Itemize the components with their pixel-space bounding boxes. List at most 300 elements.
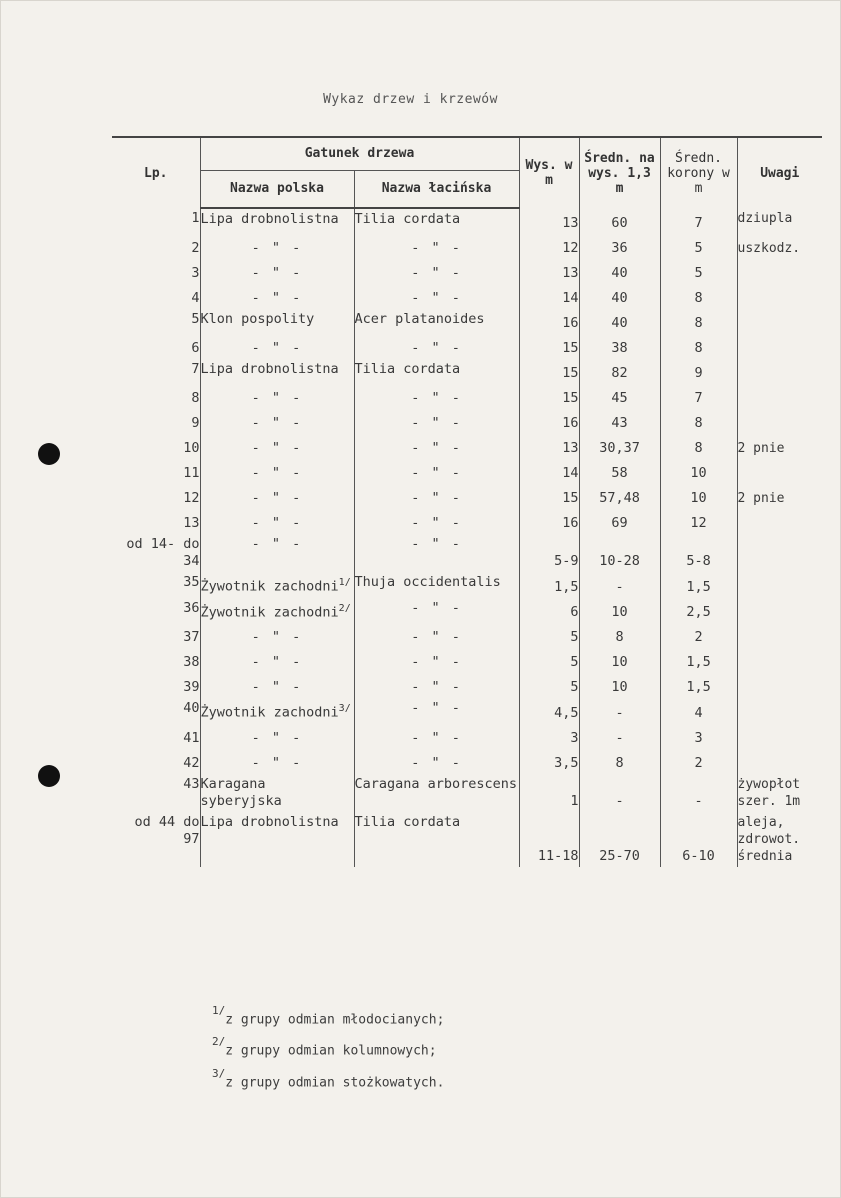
row-sredn-korony	[660, 359, 737, 384]
row-sredn-pnia-text: 43	[611, 415, 628, 431]
table-body	[112, 208, 822, 867]
row-wys	[519, 334, 579, 359]
row-wys-text: 5	[570, 679, 579, 695]
row-sredn-korony-text: 7	[694, 215, 703, 231]
row-sredn-pnia-text: -	[615, 578, 624, 595]
row-lp	[112, 812, 200, 867]
row-lp-text: 40	[183, 700, 200, 716]
row-uwagi-text: dziupla	[737, 211, 793, 226]
row-lp-text: 36	[183, 599, 200, 616]
row-nazwa-lacinska	[354, 698, 519, 724]
row-nazwa-polska-text: - " -	[251, 240, 303, 256]
row-lp-text: 39	[183, 679, 200, 695]
punch-hole	[38, 765, 60, 787]
row-sredn-pnia-text: 10	[611, 604, 628, 620]
row-wys-text: 6	[570, 604, 579, 620]
row-wys-text: 3,5	[554, 754, 579, 771]
row-sredn-pnia-text: 10	[611, 679, 628, 695]
row-uwagi	[737, 812, 822, 867]
row-wys	[519, 208, 579, 234]
row-sredn-korony-text: 1,5	[686, 654, 711, 670]
row-nazwa-lacinska-text: - " -	[411, 340, 462, 356]
row-nazwa-lacinska-text: - " -	[411, 629, 462, 645]
page-title-text: Wykaz drzew i krzewów	[323, 92, 498, 107]
row-nazwa-polska	[200, 208, 354, 234]
row-sredn-korony	[660, 724, 737, 749]
row-uwagi	[737, 434, 822, 459]
row-lp	[112, 309, 200, 334]
row-sredn-pnia-text: 45	[611, 390, 628, 406]
row-lp	[112, 774, 200, 812]
row-nazwa-lacinska	[354, 459, 519, 484]
row-lp-text: od 44 do 97	[134, 813, 200, 847]
row-wys-text: 11-18	[537, 847, 579, 864]
row-sredn-pnia-text: 82	[611, 365, 628, 381]
row-wys	[519, 749, 579, 774]
row-wys	[519, 598, 579, 624]
row-lp-text: 7	[191, 361, 200, 377]
footnote-3	[212, 1065, 444, 1096]
row-nazwa-lacinska	[354, 534, 519, 572]
row-lp-text: od 14- do 34	[126, 536, 200, 569]
row-nazwa-polska	[200, 648, 354, 673]
row-wys	[519, 623, 579, 648]
row-nazwa-lacinska-text: Thuja occidentalis	[354, 574, 501, 590]
row-nazwa-polska-text: - " -	[251, 265, 303, 281]
row-nazwa-lacinska-text: - " -	[411, 729, 462, 746]
row-uwagi	[737, 698, 822, 724]
row-nazwa-polska-text: - " -	[251, 290, 303, 306]
row-uwagi	[737, 284, 822, 309]
table-row	[112, 698, 822, 724]
row-wys	[519, 509, 579, 534]
row-uwagi	[737, 509, 822, 534]
row-sredn-korony-text: 5	[694, 240, 703, 256]
row-sredn-korony	[660, 698, 737, 724]
table-row	[112, 434, 822, 459]
row-sredn-pnia-text: 30,37	[599, 440, 640, 456]
row-lp	[112, 698, 200, 724]
row-sredn-korony	[660, 598, 737, 624]
row-nazwa-polska	[200, 623, 354, 648]
row-sredn-pnia-text: -	[615, 704, 624, 721]
row-sredn-korony-text: 2	[694, 629, 703, 645]
row-lp	[112, 749, 200, 774]
row-wys	[519, 259, 579, 284]
row-sredn-korony-text: -	[694, 792, 703, 809]
row-uwagi	[737, 234, 822, 259]
row-sredn-pnia-text: -	[615, 729, 624, 746]
row-sredn-korony	[660, 208, 737, 234]
row-wys-text: 13	[562, 265, 579, 281]
row-sredn-pnia-text: 10-28	[599, 553, 640, 569]
table-row	[112, 673, 822, 698]
row-wys-text: 16	[562, 515, 579, 531]
header-lp: Lp.	[112, 137, 200, 208]
row-sredn-pnia	[579, 284, 660, 309]
row-lp	[112, 534, 200, 572]
row-nazwa-polska	[200, 459, 354, 484]
row-nazwa-polska	[200, 409, 354, 434]
row-sredn-korony-text: 3	[694, 729, 703, 746]
row-lp	[112, 208, 200, 234]
row-sredn-pnia	[579, 673, 660, 698]
row-uwagi	[737, 334, 822, 359]
row-nazwa-polska-text: - " -	[251, 340, 303, 356]
row-nazwa-polska	[200, 309, 354, 334]
row-wys-text: 5-9	[554, 553, 579, 569]
row-nazwa-lacinska	[354, 208, 519, 234]
row-sredn-korony-text: 8	[694, 290, 703, 306]
row-sredn-pnia	[579, 572, 660, 598]
row-wys-text: 15	[562, 390, 579, 406]
row-sredn-pnia	[579, 724, 660, 749]
row-lp	[112, 359, 200, 384]
row-sredn-pnia-text: -	[615, 792, 624, 809]
row-nazwa-polska	[200, 598, 354, 624]
row-sredn-korony	[660, 673, 737, 698]
row-sredn-korony-text: 5	[694, 265, 703, 281]
row-sredn-korony	[660, 623, 737, 648]
row-wys-text: 15	[562, 490, 579, 506]
row-sredn-korony-text: 1,5	[686, 679, 711, 695]
row-uwagi	[737, 459, 822, 484]
row-uwagi	[737, 648, 822, 673]
row-nazwa-lacinska	[354, 774, 519, 812]
row-nazwa-polska	[200, 509, 354, 534]
row-wys-text: 16	[562, 315, 579, 331]
row-sredn-pnia	[579, 648, 660, 673]
row-uwagi	[737, 384, 822, 409]
row-uwagi-text: 2 pnie	[737, 491, 785, 506]
row-nazwa-polska	[200, 724, 354, 749]
row-sredn-korony	[660, 334, 737, 359]
row-nazwa-lacinska	[354, 234, 519, 259]
table-row	[112, 648, 822, 673]
row-sredn-pnia	[579, 208, 660, 234]
row-sredn-korony	[660, 648, 737, 673]
row-nazwa-polska-text: - " -	[251, 465, 303, 481]
row-lp	[112, 648, 200, 673]
row-sredn-pnia-text: 8	[615, 629, 624, 645]
header-nazwa-polska: Nazwa polska	[200, 170, 354, 208]
row-sredn-korony	[660, 572, 737, 598]
row-nazwa-lacinska	[354, 673, 519, 698]
row-wys	[519, 698, 579, 724]
row-sredn-pnia-text: 40	[611, 315, 628, 331]
row-nazwa-polska-text: Żywotnik zachodni	[200, 578, 339, 595]
row-wys	[519, 724, 579, 749]
row-nazwa-polska	[200, 698, 354, 724]
footnote-mark: 1/	[212, 1004, 226, 1017]
row-nazwa-polska-text: - " -	[251, 390, 303, 406]
footnote-1	[212, 1002, 444, 1033]
row-uwagi	[737, 572, 822, 598]
row-sredn-korony	[660, 484, 737, 509]
row-sredn-pnia	[579, 409, 660, 434]
footnote-2	[212, 1033, 444, 1064]
header-uwagi: Uwagi	[737, 137, 822, 208]
table-row	[112, 749, 822, 774]
row-nazwa-lacinska-text: - " -	[411, 490, 462, 506]
row-nazwa-lacinska	[354, 509, 519, 534]
row-nazwa-polska-text: - " -	[251, 490, 303, 506]
row-nazwa-polska	[200, 259, 354, 284]
row-nazwa-lacinska-text: - " -	[411, 265, 462, 281]
row-sredn-pnia	[579, 384, 660, 409]
row-sredn-korony	[660, 749, 737, 774]
row-nazwa-lacinska	[354, 623, 519, 648]
row-sredn-korony-text: 8	[694, 340, 703, 356]
row-wys	[519, 359, 579, 384]
row-sredn-pnia-text: 40	[611, 265, 628, 281]
row-nazwa-lacinska-text: Tilia cordata	[354, 813, 461, 830]
table-row	[112, 598, 822, 624]
row-lp-text: 38	[183, 654, 200, 670]
table-row	[112, 459, 822, 484]
row-nazwa-polska-text: Lipa drobnolistna	[200, 361, 339, 377]
row-lp	[112, 334, 200, 359]
row-lp-text: 9	[191, 415, 200, 431]
row-wys-text: 4,5	[554, 704, 579, 721]
row-sredn-korony	[660, 459, 737, 484]
row-sredn-korony-text: 12	[690, 515, 707, 531]
row-nazwa-polska-text: Żywotnik zachodni	[200, 604, 339, 620]
row-uwagi	[737, 724, 822, 749]
row-lp-text: 35	[183, 574, 200, 590]
footnote-mark: 3/	[212, 1066, 226, 1080]
row-nazwa-polska-text: - " -	[251, 754, 303, 771]
row-lp	[112, 259, 200, 284]
row-sredn-korony	[660, 534, 737, 572]
row-lp	[112, 598, 200, 624]
row-wys	[519, 309, 579, 334]
row-lp	[112, 284, 200, 309]
row-uwagi	[737, 484, 822, 509]
row-sredn-korony	[660, 259, 737, 284]
row-nazwa-lacinska	[354, 334, 519, 359]
row-nazwa-lacinska-text: - " -	[411, 515, 462, 531]
row-sredn-pnia-text: 57,48	[599, 490, 640, 506]
row-uwagi	[737, 359, 822, 384]
row-nazwa-polska-text: - " -	[251, 515, 303, 531]
row-nazwa-lacinska	[354, 648, 519, 673]
row-sredn-pnia	[579, 259, 660, 284]
row-wys-text: 13	[562, 215, 579, 231]
row-sredn-korony	[660, 409, 737, 434]
row-lp-text: 1	[191, 210, 200, 226]
row-wys-text: 3	[570, 729, 579, 746]
row-nazwa-lacinska-text: - " -	[411, 290, 462, 306]
row-lp-text: 5	[191, 311, 200, 327]
row-sredn-pnia	[579, 774, 660, 812]
row-nazwa-lacinska	[354, 259, 519, 284]
row-nazwa-polska-text: - " -	[251, 440, 303, 456]
row-nazwa-polska-text: Lipa drobnolistna	[200, 813, 339, 830]
row-sredn-pnia	[579, 534, 660, 572]
row-nazwa-lacinska-text: - " -	[411, 465, 462, 481]
row-nazwa-polska	[200, 434, 354, 459]
table-row	[112, 284, 822, 309]
row-sredn-pnia	[579, 334, 660, 359]
row-wys-text: 14	[562, 465, 579, 481]
row-lp	[112, 434, 200, 459]
row-lp	[112, 459, 200, 484]
row-sredn-pnia	[579, 509, 660, 534]
row-lp	[112, 409, 200, 434]
row-sredn-pnia-text: 25-70	[599, 847, 640, 864]
row-sredn-pnia-text: 8	[615, 754, 624, 771]
row-wys	[519, 409, 579, 434]
row-sredn-korony-text: 9	[694, 365, 703, 381]
row-wys-text: 1,5	[554, 578, 579, 595]
row-nazwa-lacinska-text: - " -	[411, 390, 462, 406]
row-nazwa-lacinska	[354, 749, 519, 774]
row-lp-text: 8	[191, 390, 200, 406]
row-lp	[112, 673, 200, 698]
row-nazwa-lacinska-text: - " -	[411, 679, 462, 695]
row-nazwa-polska	[200, 572, 354, 598]
row-sredn-korony-text: 2	[694, 754, 703, 771]
table-row	[112, 774, 822, 812]
row-nazwa-polska	[200, 774, 354, 812]
row-sredn-pnia-text: 38	[611, 340, 628, 356]
row-sredn-pnia-text: 69	[611, 515, 628, 531]
row-nazwa-lacinska-text: - " -	[411, 700, 462, 716]
footnote-ref: 1/	[338, 577, 351, 588]
row-sredn-korony	[660, 284, 737, 309]
row-uwagi	[737, 208, 822, 234]
row-wys	[519, 459, 579, 484]
row-wys-text: 14	[562, 290, 579, 306]
row-nazwa-polska-text: - " -	[251, 629, 303, 645]
table-row	[112, 208, 822, 234]
table-row	[112, 334, 822, 359]
row-nazwa-polska-text: Karagana syberyjska	[200, 775, 282, 809]
row-lp-text: 10	[183, 440, 200, 456]
table-row	[112, 234, 822, 259]
row-sredn-korony-text: 2,5	[686, 604, 711, 620]
header-wys: Wys. w m	[519, 137, 579, 208]
row-nazwa-lacinska-text: - " -	[411, 440, 462, 456]
row-sredn-korony	[660, 384, 737, 409]
row-nazwa-lacinska	[354, 434, 519, 459]
table-row	[112, 724, 822, 749]
row-sredn-korony-text: 5-8	[686, 553, 711, 569]
row-sredn-pnia	[579, 812, 660, 867]
row-wys-text: 12	[562, 240, 579, 256]
row-wys-text: 15	[562, 365, 579, 381]
row-nazwa-lacinska	[354, 359, 519, 384]
row-nazwa-lacinska-text: - " -	[411, 599, 462, 616]
row-wys	[519, 812, 579, 867]
table-row	[112, 812, 822, 867]
row-lp	[112, 509, 200, 534]
footnote-ref: 2/	[338, 602, 351, 614]
tree-inventory-table	[112, 136, 822, 867]
row-nazwa-lacinska-text: Tilia cordata	[354, 361, 461, 377]
row-nazwa-polska	[200, 749, 354, 774]
row-nazwa-polska	[200, 359, 354, 384]
row-nazwa-lacinska	[354, 309, 519, 334]
row-sredn-pnia	[579, 598, 660, 624]
footnote-text: z grupy odmian stożkowatych.	[225, 1074, 445, 1090]
row-nazwa-polska	[200, 484, 354, 509]
row-sredn-korony-text: 4	[694, 704, 703, 721]
row-uwagi	[737, 774, 822, 812]
footnote-text: z grupy odmian młodocianych;	[225, 1012, 445, 1028]
row-wys	[519, 284, 579, 309]
row-sredn-pnia-text: 10	[611, 654, 628, 670]
row-nazwa-polska-text: - " -	[251, 654, 303, 670]
row-sredn-pnia	[579, 698, 660, 724]
header-nazwa-lacinska: Nazwa łacińska	[354, 170, 519, 208]
row-nazwa-lacinska-text: - " -	[411, 654, 462, 670]
row-uwagi	[737, 259, 822, 284]
row-nazwa-lacinska-text: Tilia cordata	[354, 211, 461, 227]
row-lp	[112, 384, 200, 409]
row-wys	[519, 774, 579, 812]
row-wys-text: 15	[562, 340, 579, 356]
row-sredn-pnia	[579, 434, 660, 459]
row-nazwa-polska	[200, 534, 354, 572]
row-lp-text: 42	[183, 754, 200, 771]
row-uwagi-text: aleja, zdrowot. średnia	[737, 814, 801, 864]
row-lp-text: 13	[183, 515, 200, 531]
row-sredn-pnia	[579, 234, 660, 259]
row-sredn-pnia	[579, 359, 660, 384]
row-sredn-korony-text: 6-10	[682, 847, 715, 864]
row-wys	[519, 384, 579, 409]
footnote-text: z grupy odmian kolumnowych;	[225, 1043, 437, 1059]
row-wys	[519, 234, 579, 259]
row-lp	[112, 724, 200, 749]
row-lp-text: 12	[183, 490, 200, 506]
row-uwagi	[737, 409, 822, 434]
row-sredn-pnia-text: 36	[611, 240, 628, 256]
row-nazwa-lacinska-text: Caragana arborescens	[354, 775, 518, 792]
footnote-ref: 3/	[338, 703, 351, 714]
row-nazwa-polska-text: - " -	[251, 729, 303, 746]
row-lp	[112, 572, 200, 598]
row-nazwa-lacinska	[354, 409, 519, 434]
table-row	[112, 384, 822, 409]
row-uwagi-text: uszkodz.	[737, 241, 801, 256]
row-wys-text: 5	[570, 654, 579, 670]
row-nazwa-lacinska-text: - " -	[411, 536, 462, 552]
table-row	[112, 309, 822, 334]
row-sredn-korony	[660, 434, 737, 459]
row-lp-text: 6	[191, 340, 200, 356]
row-sredn-korony	[660, 234, 737, 259]
row-sredn-korony	[660, 509, 737, 534]
row-sredn-korony-text: 7	[694, 390, 703, 406]
row-nazwa-polska-text: - " -	[251, 679, 303, 695]
row-lp	[112, 484, 200, 509]
footnotes	[212, 1002, 444, 1096]
row-sredn-pnia-text: 60	[611, 215, 628, 231]
row-nazwa-lacinska	[354, 598, 519, 624]
row-nazwa-lacinska	[354, 384, 519, 409]
row-sredn-korony-text: 10	[690, 490, 707, 506]
row-sredn-pnia-text: 58	[611, 465, 628, 481]
row-nazwa-lacinska-text: - " -	[411, 415, 462, 431]
row-nazwa-lacinska	[354, 484, 519, 509]
row-uwagi	[737, 309, 822, 334]
row-lp-text: 2	[191, 240, 200, 256]
row-sredn-korony-text: 10	[690, 465, 707, 481]
header-gatunek: Gatunek drzewa	[200, 137, 519, 170]
